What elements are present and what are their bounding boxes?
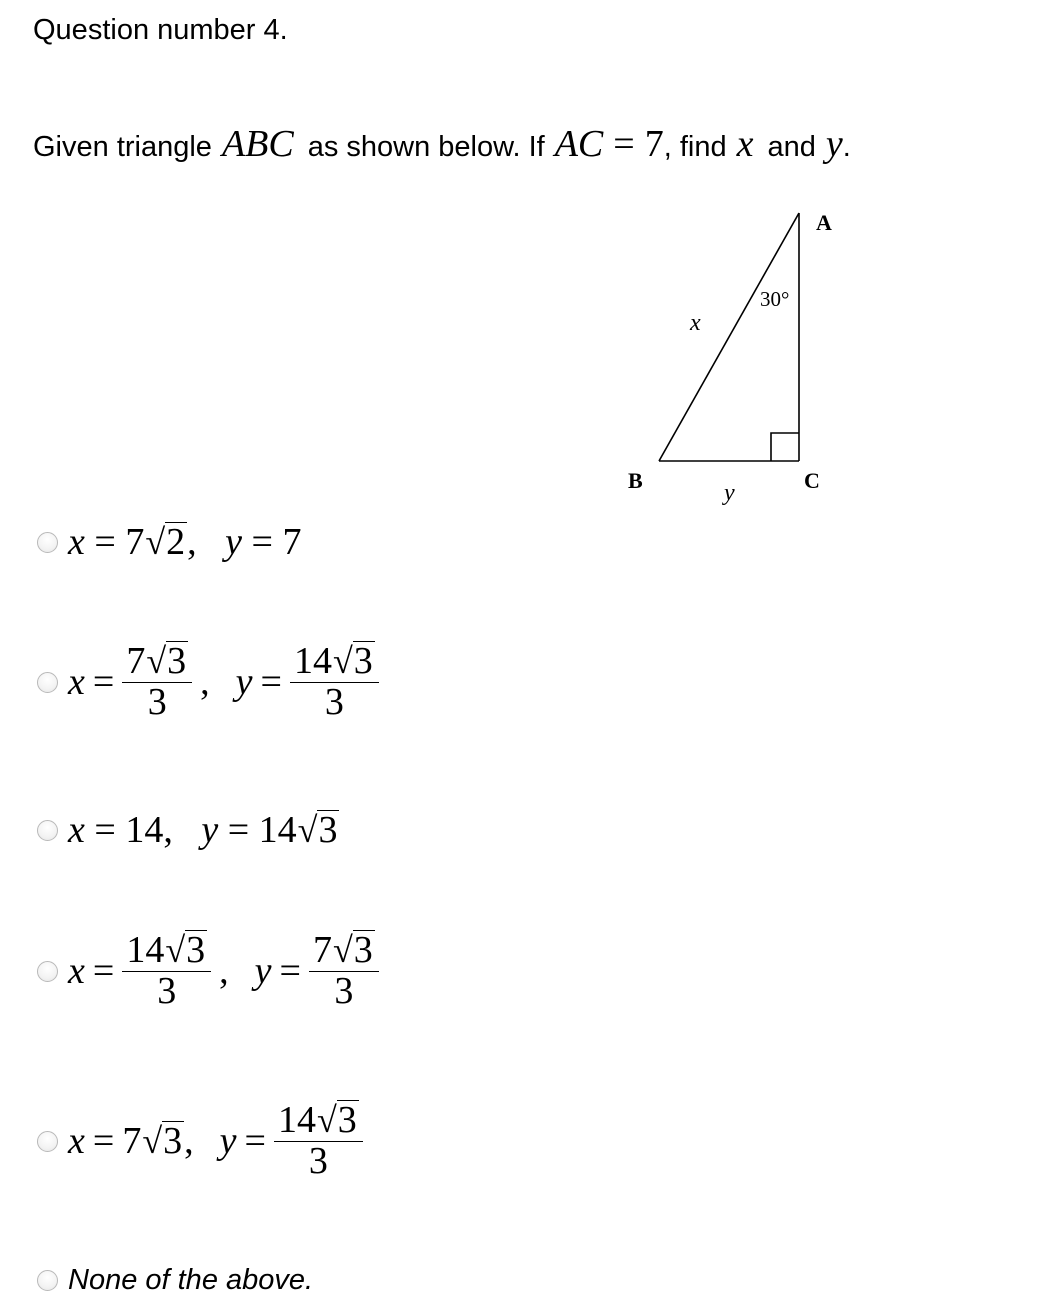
prompt-math-triangle: ABC — [221, 123, 294, 165]
x-fraction — [122, 641, 192, 723]
x-coefficient: 7 — [122, 1120, 142, 1163]
side-ab — [659, 213, 799, 461]
y-coefficient: 14 — [258, 809, 297, 851]
y-denominator: 3 — [324, 681, 344, 724]
sqrt-icon: √ — [332, 930, 353, 970]
option-2-math — [68, 641, 379, 723]
x-numerator-coefficient: 7 — [126, 640, 146, 682]
option-3-radio[interactable] — [37, 820, 58, 841]
option-5-radio[interactable] — [37, 1131, 58, 1152]
y-numerator-radicand: 3 — [337, 1099, 357, 1141]
y-value: 7 — [282, 521, 302, 563]
sqrt-icon: √ — [146, 641, 167, 681]
vertex-a-label: A — [816, 210, 832, 235]
option-1-math — [68, 520, 301, 564]
sqrt-icon: √ — [316, 1100, 337, 1140]
side-y-label: y — [724, 480, 735, 506]
y-fraction — [309, 930, 379, 1012]
side-x-label: x — [690, 310, 701, 336]
var-y: y — [219, 1120, 237, 1163]
var-y: y — [201, 809, 219, 851]
option-5[interactable] — [37, 1100, 363, 1182]
equals-sign: = — [92, 1120, 115, 1163]
option-5-math — [68, 1100, 363, 1182]
angle-label: 30° — [760, 287, 790, 311]
x-value: 14 — [125, 809, 164, 851]
x-numerator-radicand: 3 — [186, 929, 206, 971]
option-1[interactable] — [37, 520, 301, 564]
prompt-text: and — [767, 131, 816, 163]
triangle-figure — [0, 0, 1044, 520]
option-6-label: None of the above. — [68, 1264, 314, 1296]
sqrt-icon: √ — [165, 930, 186, 970]
prompt-text: . — [842, 131, 851, 163]
x-numerator-radicand: 3 — [167, 640, 187, 682]
comma: , — [184, 1120, 194, 1163]
option-3-math — [68, 808, 339, 852]
option-4[interactable] — [37, 930, 379, 1012]
equals-sign: = — [94, 809, 116, 851]
equals-sign: = — [227, 809, 250, 851]
y-denominator: 3 — [334, 970, 354, 1013]
equals-sign: = — [244, 1120, 266, 1163]
x-radicand: 3 — [163, 1120, 183, 1163]
comma: , — [219, 950, 229, 993]
equals-sign: = — [279, 950, 301, 993]
option-3[interactable] — [37, 808, 339, 852]
y-numerator-coefficient: 14 — [293, 640, 332, 682]
y-numerator-radicand: 3 — [353, 640, 373, 682]
prompt-text: as shown below. If — [307, 131, 545, 163]
equals-sign: = — [92, 661, 115, 704]
x-radicand: 2 — [166, 521, 186, 563]
y-numerator-coefficient: 7 — [312, 929, 332, 971]
prompt-math-x: x — [736, 123, 754, 165]
y-fraction — [290, 641, 379, 723]
sqrt-icon: √ — [145, 522, 166, 562]
comma: , — [187, 521, 197, 563]
option-6-radio[interactable] — [37, 1270, 58, 1291]
option-2[interactable] — [37, 641, 379, 723]
option-1-radio[interactable] — [37, 532, 58, 553]
var-x: x — [68, 1120, 85, 1163]
option-4-radio[interactable] — [37, 961, 58, 982]
question-number: Question number 4. — [33, 14, 288, 46]
equals-sign: = — [92, 950, 115, 993]
option-4-math — [68, 930, 379, 1012]
y-numerator-radicand: 3 — [353, 929, 373, 971]
equals-sign: = — [260, 661, 282, 704]
x-numerator-coefficient: 14 — [126, 929, 165, 971]
y-radicand: 3 — [318, 809, 338, 851]
prompt-text: , find — [663, 131, 727, 163]
var-y: y — [235, 661, 253, 704]
vertex-c-label: C — [804, 468, 820, 493]
comma: , — [163, 809, 173, 851]
sqrt-icon: √ — [332, 641, 353, 681]
option-2-radio[interactable] — [37, 672, 58, 693]
option-6[interactable] — [37, 1264, 313, 1297]
sqrt-icon: √ — [297, 810, 318, 850]
var-x: x — [68, 950, 85, 993]
y-numerator-coefficient: 14 — [277, 1099, 316, 1141]
comma: , — [200, 661, 210, 704]
var-y: y — [225, 521, 242, 563]
prompt-math-value: 7 — [644, 123, 664, 165]
y-fraction — [274, 1100, 363, 1182]
x-fraction — [122, 930, 211, 1012]
equals-sign: = — [251, 521, 273, 563]
prompt-text: Given triangle — [33, 131, 212, 163]
var-x: x — [68, 661, 85, 704]
vertex-b-label: B — [628, 468, 643, 493]
prompt-math-y: y — [825, 123, 843, 165]
x-denominator: 3 — [147, 681, 167, 724]
var-x: x — [68, 809, 85, 851]
prompt-math-equals: = — [613, 123, 635, 165]
sqrt-icon: √ — [142, 1121, 163, 1162]
equals-sign: = — [94, 521, 116, 563]
triangle-shape — [659, 213, 799, 461]
x-coefficient: 7 — [125, 521, 145, 563]
prompt-math-side: AC — [554, 123, 604, 165]
var-x: x — [68, 521, 85, 563]
right-angle-marker — [771, 433, 799, 461]
var-y: y — [254, 950, 272, 993]
y-denominator: 3 — [308, 1140, 328, 1183]
x-denominator: 3 — [157, 970, 177, 1013]
